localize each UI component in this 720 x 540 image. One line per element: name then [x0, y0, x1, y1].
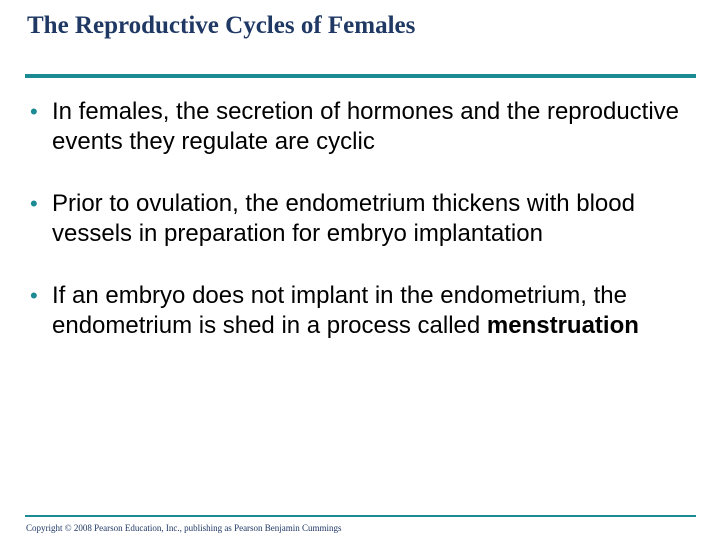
bullet-list [30, 97, 700, 373]
slide-title: The Reproductive Cycles of Females [27, 12, 416, 39]
bullet-item-hormone-cycles [30, 97, 700, 157]
term-menstruation: menstruation [486, 312, 639, 339]
bullet-dot-icon: • [30, 99, 38, 124]
bullet-text: Prior to ovulation, the endometrium thickens with blood vessels in preparation for embryo implantation [52, 190, 635, 247]
bullet-text: If an embryo does not implant in the endometrium, the endometrium is shed in a process called [52, 282, 627, 339]
bullet-text: In females, the secretion of hormones and the reproductive events they regulate are cyclic [52, 98, 680, 155]
bullet-dot-icon: • [30, 283, 38, 308]
footer-divider [25, 515, 696, 517]
bullet-item-endometrium-thickening [30, 189, 700, 249]
title-divider [25, 74, 696, 78]
bullet-item-menstruation [30, 281, 700, 341]
bullet-dot-icon: • [30, 191, 38, 216]
copyright-notice: Copyright © 2008 Pearson Education, Inc., publishing as Pearson Benjamin Cummings [26, 523, 342, 533]
